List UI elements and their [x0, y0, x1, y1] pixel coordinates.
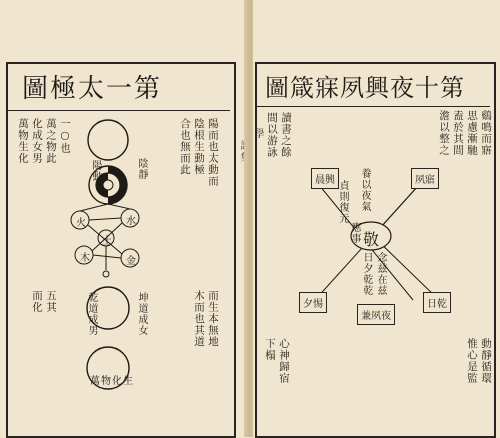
cross-diagram [253, 0, 500, 437]
right-top-col-6: 間以游詠 [266, 112, 278, 158]
left-text-col-10: 五其 [45, 290, 57, 313]
left-text-col-2: 陰根生動極 [193, 118, 205, 176]
center-side-left-text: 貞則復元 [337, 180, 348, 224]
right-top-col-2: 思慮漸馳 [466, 110, 478, 156]
label-yangdong: 陽動 [90, 160, 101, 182]
label-yinjing: 陰靜 [136, 158, 147, 180]
right-bottom-col-3: 動靜循環 [480, 338, 492, 384]
right-top-col-5: 讀書之餘 [280, 112, 292, 158]
right-top-col-4: 澹以整之 [438, 110, 450, 156]
center-lower-text: 念兹在兹 [375, 252, 386, 296]
left-text-col-1: 陽而也太動而 [207, 118, 219, 187]
label-jin: 金 [126, 256, 136, 267]
right-page-title: 圖箴寐夙興夜十第 [265, 74, 465, 102]
label-mu: 木 [80, 253, 90, 264]
box-xitang: 夕惕 [299, 292, 327, 313]
box-chenxing: 晨興 [311, 168, 339, 189]
right-bottom-col-4: 惟心是監 [466, 338, 478, 384]
label-shui: 水 [126, 216, 136, 227]
left-page [0, 0, 247, 437]
phase-node [103, 271, 109, 277]
left-text-col-11: 而化 [31, 290, 43, 313]
label-kundao: 坤道成女 [136, 292, 147, 336]
box-fengqi: 夙寤 [411, 168, 439, 189]
right-side-fragment: 學 [252, 128, 263, 140]
left-page-title: 圖極太一第 [22, 74, 163, 104]
right-top-col-3: 盍於其間 [452, 110, 464, 156]
right-bottom-col-2: 下榻 [264, 338, 276, 361]
center-ring-label: 應事 [349, 222, 360, 244]
box-rigan: 日乾 [423, 292, 451, 313]
box-jianye: 兼夙夜 [357, 304, 395, 325]
right-page [253, 0, 500, 437]
right-top-col-1: 鷄鳴而寤 [480, 110, 492, 156]
wuji-circle [88, 120, 128, 160]
left-text-col-3: 合也無而此 [179, 118, 191, 176]
left-text-col-6: 一○也 [59, 118, 71, 154]
label-huo: 火 [76, 218, 86, 229]
left-text-col-8: 化成女男 [31, 118, 43, 164]
right-bottom-col-1: 心神歸宿 [278, 338, 290, 384]
center-sub-lower-text: 日夕乾乾 [361, 252, 372, 296]
label-tu: 土 [102, 236, 112, 247]
left-text-col-5: 木而也其道 [193, 290, 205, 348]
left-text-col-4: 而生本無地 [207, 290, 219, 348]
label-qiandao: 乾道成男 [86, 292, 97, 336]
left-text-col-7: 萬之物此 [45, 118, 57, 164]
center-upper-text: 養以夜氣 [359, 168, 370, 212]
left-text-col-9: 萬物生化 [17, 118, 29, 164]
center-char: 敬 [363, 230, 380, 249]
label-wanwu: 萬物化生 [90, 376, 134, 387]
